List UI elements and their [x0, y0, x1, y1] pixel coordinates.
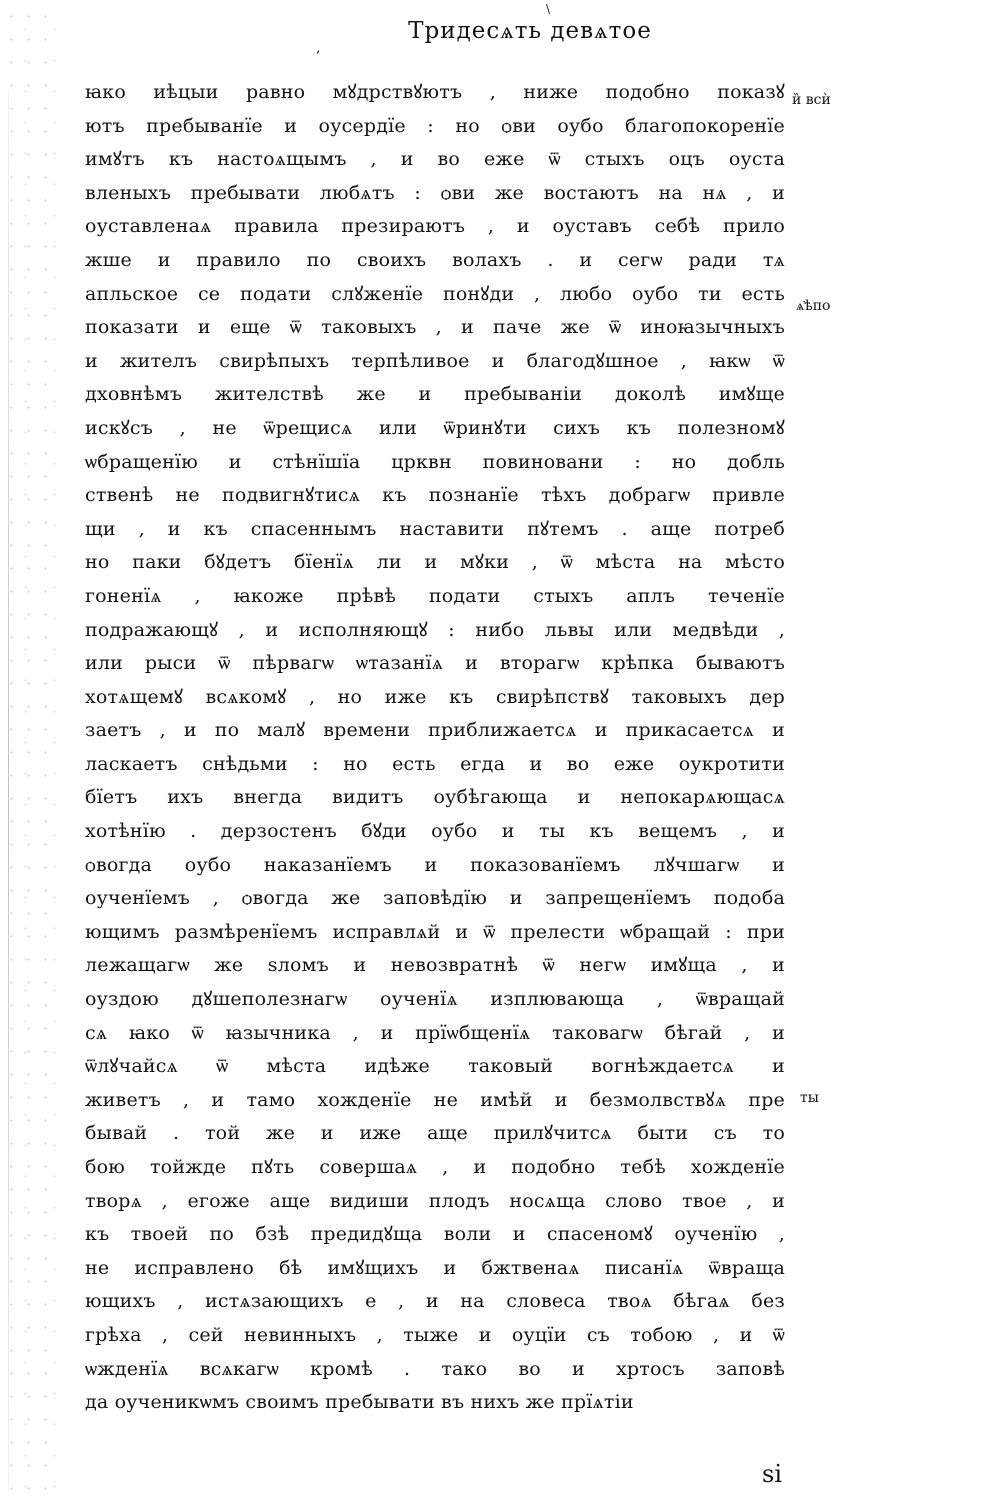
- main-text-block: [85, 76, 785, 1420]
- page-header: Тридесѧть девѧтое: [408, 18, 652, 44]
- text-line: лежащагѡ же ѕломъ и невозвратнѣ ѿ негѡ имꙋща , и: [85, 954, 785, 977]
- text-line: оуставленаѧ правила презираютъ , и оуставъ себѣ прило: [85, 215, 785, 238]
- text-line: вленыхъ пребывати любѧтъ : ѻви же востаютъ на нѧ , и: [85, 181, 785, 204]
- text-line: и жителъ свирѣпыхъ терпѣливое и благодꙋшное , ꙗкѡ ѿ: [85, 349, 785, 372]
- text-line: сѧ ꙗко ѿ ꙗзычника , и прїѡбщенїѧ таковагѡ бѣгай , и: [85, 1021, 785, 1044]
- text-line: жше и правило по своихъ волахъ . и сегѡ ради тѧ: [85, 248, 785, 271]
- text-line: гоненїѧ , ꙗкоже прѣвѣ подати стыхъ аплъ теченїе: [85, 584, 785, 607]
- text-line: ꙗко иѣцыи равно мꙋдрствꙋютъ , ниже подобно показꙋ: [85, 81, 785, 103]
- text-line: живетъ , и тамо хожденїе не имѣй и безмолвствꙋѧ пре: [85, 1088, 785, 1111]
- page-edge-rule: [8, 90, 9, 1490]
- text-line: ющимъ размѣренїемъ исправлѧй и ѿ прелести ѡбращай : при: [85, 920, 785, 943]
- text-line: оуздою дꙋшеполезнагѡ оученїѧ изплювающа , ѿвращай: [85, 988, 785, 1011]
- text-line: ющихъ , истѧзающихъ е , и на словеса твоѧ бѣгаѧ без: [85, 1290, 785, 1313]
- text-line: или рыси ѿ пѣрвагѡ ѡтазанїѧ и вторагѡ крѣпка бываютъ: [85, 652, 785, 675]
- text-line: не исправлено бѣ имꙋщихъ и бжтвенаѧ писанїѧ ѿвраща: [85, 1256, 785, 1279]
- text-line: ютъ пребыванїе и оусердїе : но ѻви оубо благопокоренїе: [85, 114, 785, 137]
- text-line: апльское се подати слꙋженїе понꙋди , любо оубо ти есть: [85, 282, 785, 305]
- text-line: подражающꙋ , и исполняющꙋ : нибо львы или медвѣди ,: [85, 618, 785, 641]
- text-line: ѡбращенїю и стѣнїшїа црквн повиновани : но добль: [85, 450, 785, 473]
- text-line: ѡжденїѧ всѧкагѡ кромѣ . тако во и хртосъ заповѣ: [85, 1357, 785, 1380]
- text-line: щи , и къ спасеннымъ наставити пꙋтемъ . аще потреб: [85, 517, 785, 540]
- text-line: показати и еще ѿ таковыхъ , и паче же ѿ иноꙗзычныхъ: [85, 316, 785, 339]
- header-mark: ,: [316, 40, 321, 56]
- text-line: ѻвогда оубо наказанїемъ и показованїемъ лꙋчшагѡ и: [85, 853, 785, 876]
- text-line: ѿлꙋчайсѧ ѿ мѣста идѣже таковый вогнѣждаетсѧ и: [85, 1055, 785, 1078]
- text-line: грѣха , сей невинныхъ , тыже и оуцїи съ тобою , и ѿ: [85, 1323, 785, 1346]
- margin-note: ты: [800, 1090, 819, 1106]
- text-line: бїетъ ихъ внегда видитъ оубѣгающа и непокарѧющасѧ: [85, 786, 785, 809]
- text-line: имꙋтъ къ настоѧщымъ , и во еже ѿ стыхъ оцъ оуста: [85, 148, 785, 171]
- text-line: но паки бꙋдетъ бїенїѧ ли и мꙋки , ѿ мѣста на мѣсто: [85, 551, 785, 574]
- scan-specks: [0, 0, 60, 1500]
- text-line: ственѣ не подвигнꙋтисѧ къ познанїе тѣхъ добрагѡ привле: [85, 484, 785, 507]
- top-tick-mark: \: [546, 2, 551, 16]
- text-line: къ твоей по бзѣ предидꙋща воли и спасеномꙋ оученїю ,: [85, 1223, 785, 1246]
- margin-note: и̏ всѝ: [792, 92, 831, 108]
- text-line: оученїемъ , ѻвогда же заповѣдїю и запрещенїемъ подоба: [85, 887, 785, 910]
- text-line: хотѣнїю . дерзостенъ бꙋди оубо и ты къ вещемъ , и: [85, 820, 785, 843]
- text-line: хотѧщемꙋ всѧкомꙋ , но иже къ свирѣпствꙋ таковыхъ дер: [85, 685, 785, 708]
- text-line: заетъ , и по малꙋ времени приближаетсѧ и прикасаетсѧ и: [85, 719, 785, 742]
- text-line: искꙋсъ , не ѿрещисѧ или ѿринꙋти сихъ къ полезномꙋ: [85, 416, 785, 439]
- text-line: дховнѣмъ жителствѣ же и пребываніи доколѣ имꙋще: [85, 383, 785, 406]
- text-line: бывай . той же и иже аще прилꙋчитсѧ быти съ то: [85, 1122, 785, 1145]
- text-line: творѧ , егоже аще видиши плодъ носѧща слово твое , и: [85, 1189, 785, 1212]
- text-line: бою тойжде пꙋть совершаѧ , и подобно тебѣ хожденїе: [85, 1156, 785, 1178]
- text-line: да оученикѡмъ своимъ пребывати въ нихъ же прїѧтіи: [85, 1391, 634, 1414]
- margin-note: ѧ̇ѣпо: [796, 298, 831, 314]
- text-line: ласкаетъ снѣдьми : но есть егда и во еже оукротити: [85, 752, 785, 775]
- signature-mark: ѕі: [762, 1460, 782, 1488]
